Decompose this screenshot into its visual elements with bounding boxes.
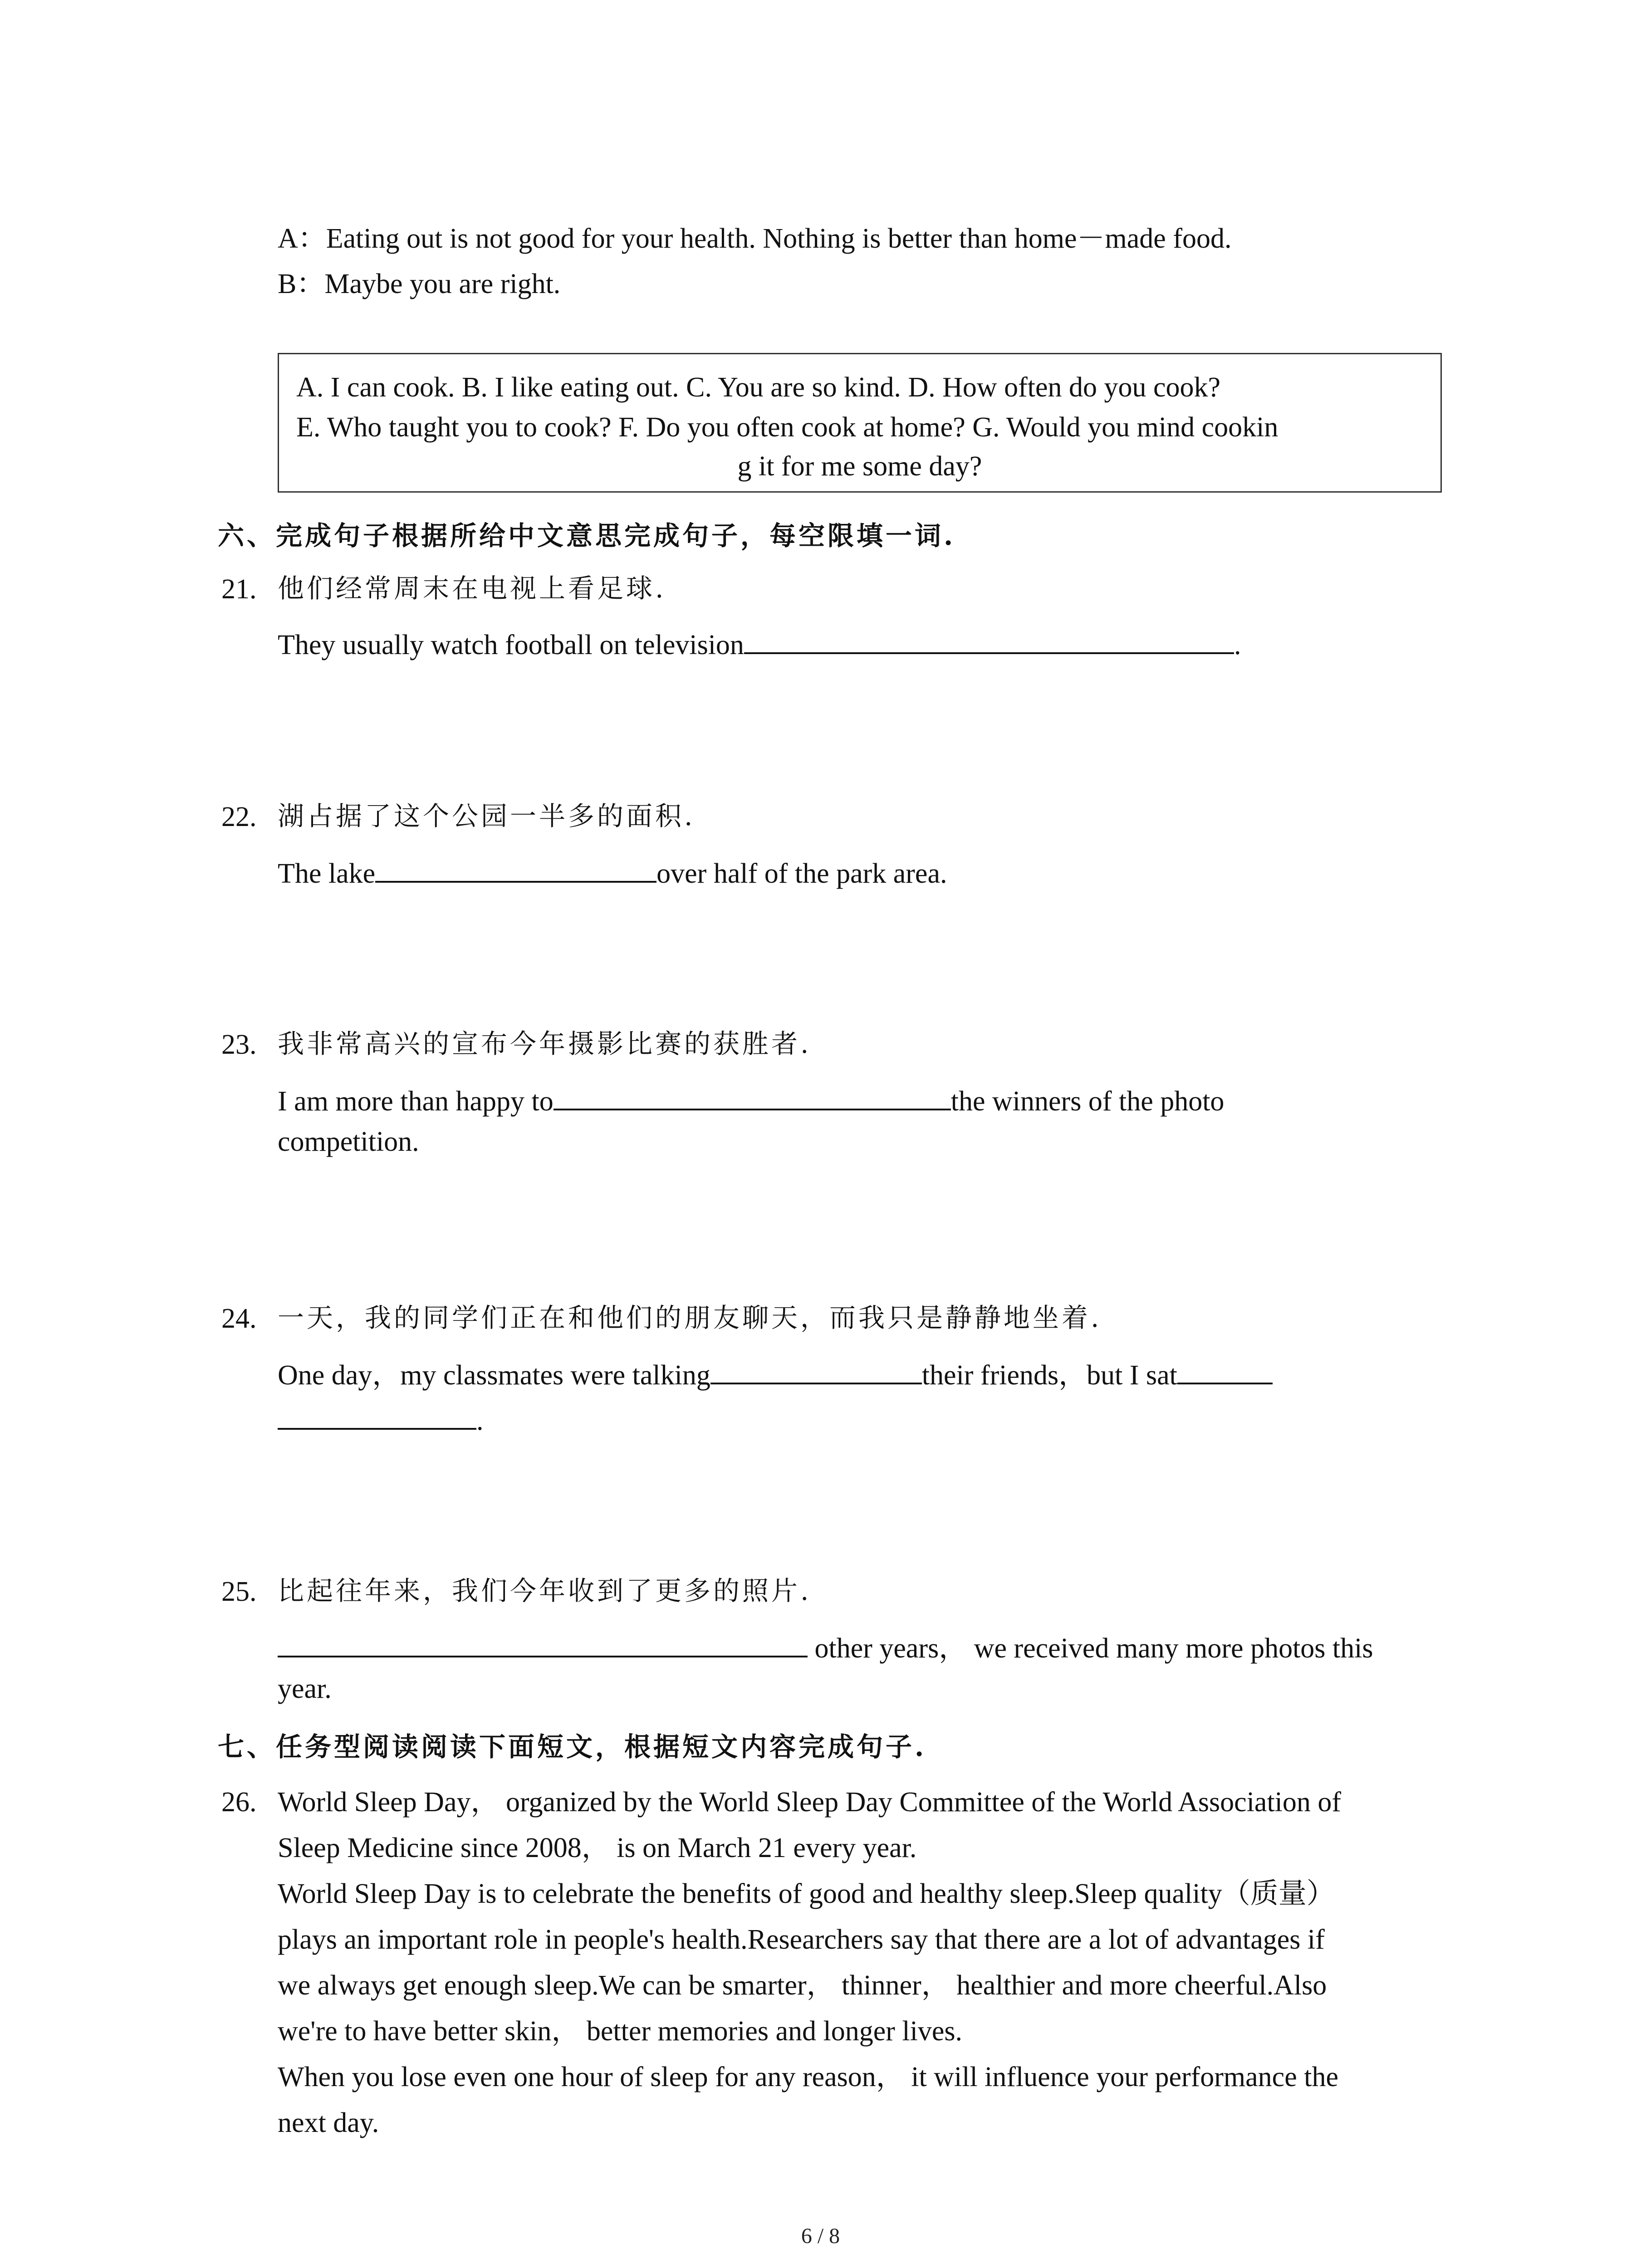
item-22-text-before: The lake [278,858,376,889]
item-24-text-before: One day，my classmates were talking [278,1360,710,1391]
item-22-number: 22. [221,802,257,832]
item-23-text-after: the winners of the photo [950,1086,1225,1117]
item-22-text-after: over half of the park area. [656,858,947,889]
item-23-text-before: I am more than happy to [278,1086,554,1117]
options-box [278,353,1442,493]
item-23-number: 23. [221,1029,257,1060]
passage-line: World Sleep Day， organized by the World Sleep Day Committee of the World Association of [278,1787,1342,1818]
passage-line: plays an important role in people's health.Researchers say that there are a lot of advantages if [278,1924,1325,1955]
item-24-english-line2 [278,1402,484,1435]
item-23-chinese: 我非常高兴的宣布今年摄影比赛的获胜者. [278,1028,812,1059]
item-24-blank-1[interactable] [710,1356,922,1384]
item-21-chinese: 他们经常周末在电视上看足球. [278,573,666,604]
section7-heading: 七、任务型阅读阅读下面短文，根据短文内容完成句子. [218,1731,927,1762]
item-24-text-mid: their friends，but I sat [921,1360,1177,1391]
item-24-chinese: 一天，我的同学们正在和他们的朋友聊天，而我只是静静地坐着. [278,1302,1102,1333]
item-22-chinese: 湖占据了这个公园一半多的面积. [278,801,696,831]
passage-line: World Sleep Day is to celebrate the benefits of good and healthy sleep.Sleep quality（质量） [278,1878,1335,1909]
item-21-blank[interactable] [744,626,1234,654]
item-24-english [278,1356,1273,1389]
dialogue-line-a: A：Eating out is not good for your health. Nothing is better than home－made food. [278,223,1232,254]
passage-line: we're to have better skin， better memories and longer lives. [278,2016,963,2047]
item-25-english-line2: year. [278,1673,332,1704]
dialogue-line-b: B：Maybe you are right. [278,269,561,299]
item-21-english [278,626,1241,659]
item-25-blank[interactable] [278,1629,808,1657]
item-22-blank[interactable] [375,855,656,883]
item-25-english [278,1629,1373,1662]
section6-heading: 六、完成句子根据所给中文意思完成句子，每空限填一词. [218,520,956,551]
options-line-3: g it for me some day? [737,451,982,482]
item-23-blank[interactable] [554,1082,951,1110]
item-22-english [278,855,947,888]
item-21-number: 21. [221,574,257,605]
item-23-english-line2: competition. [278,1126,419,1157]
passage-line: we always get enough sleep.We can be smarter， thinner， healthier and more cheerful.Also [278,1970,1327,2001]
item-24-number: 24. [221,1303,257,1334]
item-21-text: They usually watch football on television [278,630,744,660]
item-24-period: . [476,1405,484,1436]
item-26-number: 26. [221,1787,257,1818]
item-23-english [278,1082,1224,1115]
item-25-text-after: other years， we received many more photos this [808,1633,1373,1664]
passage-line: next day. [278,2107,379,2138]
options-line-2: E. Who taught you to cook? F. Do you often cook at home? G. Would you mind cookin [296,412,1279,443]
passage-line: When you lose even one hour of sleep for any reason， it will influence your performance the [278,2062,1338,2092]
item-25-chinese: 比起往年来，我们今年收到了更多的照片. [278,1575,812,1606]
item-25-number: 25. [221,1576,257,1607]
item-21-period: . [1234,630,1241,660]
passage-line: Sleep Medicine since 2008， is on March 21 every year. [278,1833,917,1863]
options-line-1: A. I can cook. B. I like eating out. C. You are so kind. D. How often do you cook? [296,372,1221,403]
page-number: 6 / 8 [801,2224,840,2248]
item-24-blank-2b[interactable] [278,1402,476,1430]
item-24-blank-2a[interactable] [1177,1356,1273,1384]
